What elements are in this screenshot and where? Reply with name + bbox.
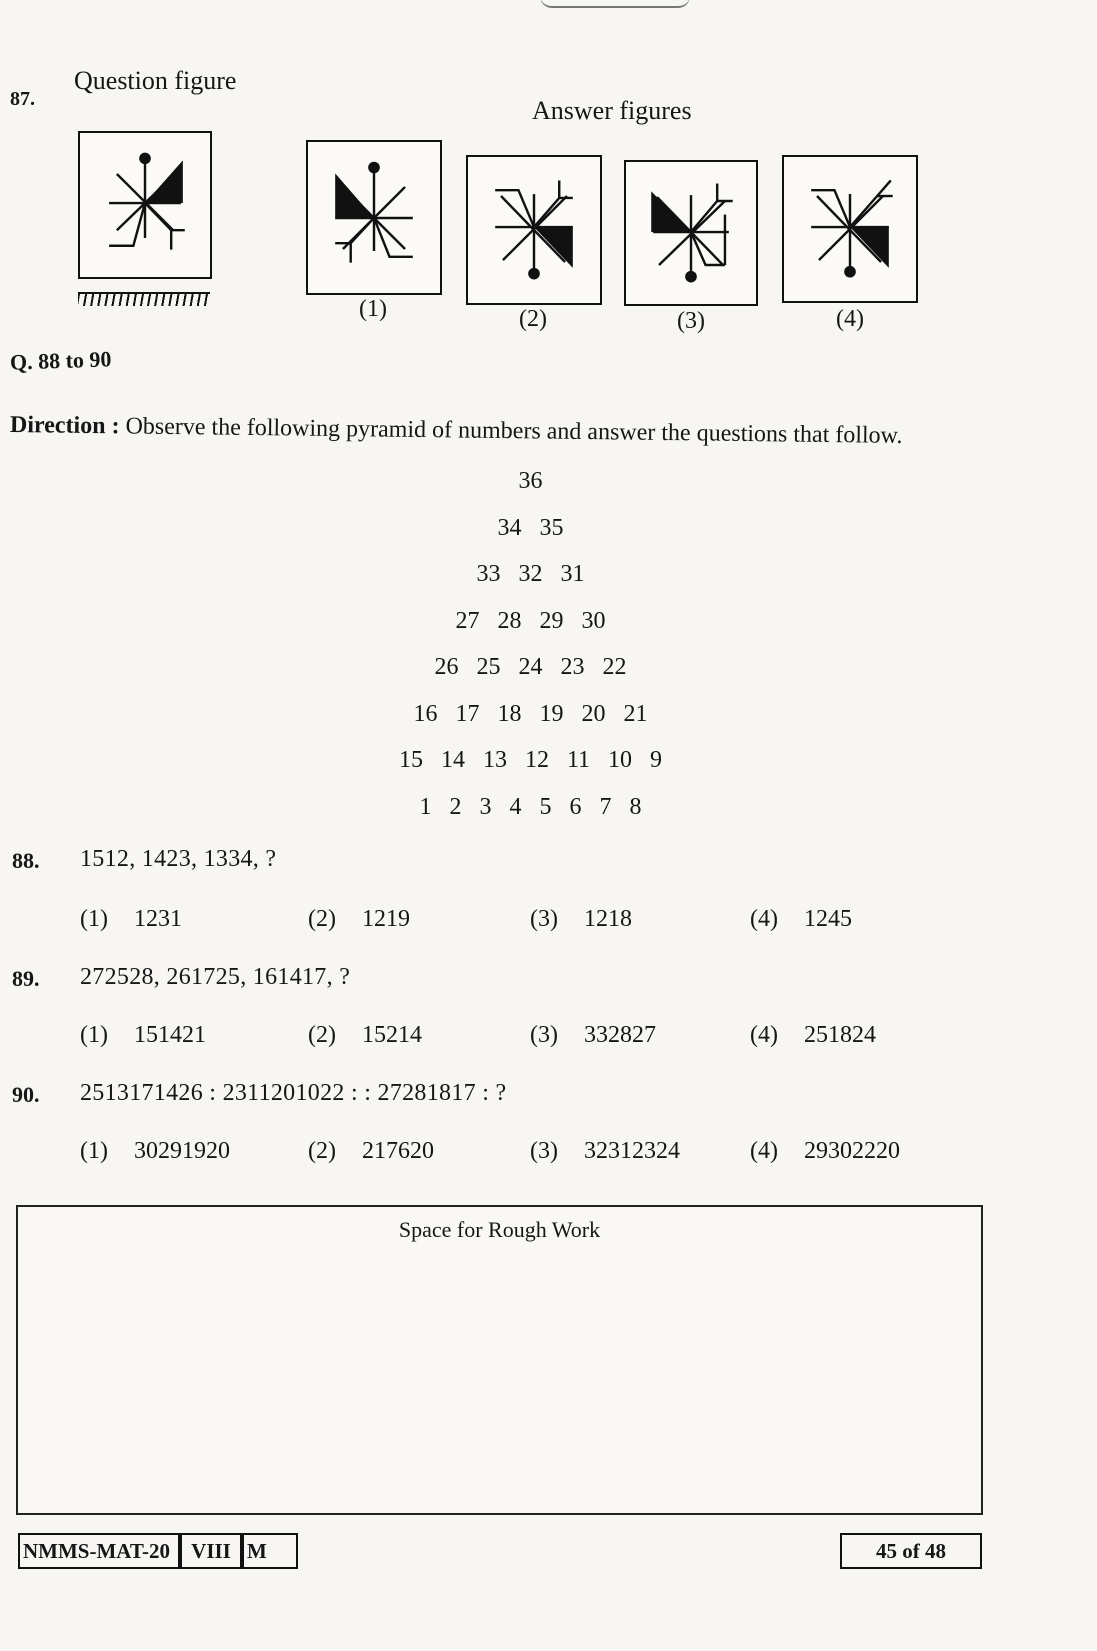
option-value: 251824 [804,1022,876,1048]
direction-text: Observe the following pyramid of numbers and answer the questions that follow. [125,413,903,449]
question-number-87: 87. [10,88,35,110]
question-stem: 272528, 261725, 161417, ? [80,964,351,990]
answer-option [308,1138,434,1165]
pyramid-number: 6 [569,793,582,820]
option-value: 15214 [362,1022,422,1048]
option-value: 151421 [134,1022,206,1048]
answer-figure-1 [306,140,442,295]
pyramid-number: 17 [455,700,480,727]
answer-figure-4-label: (4) [836,306,864,332]
footer-class: VIII [180,1533,242,1569]
pyramid-number: 4 [509,793,522,820]
option-value: 30291920 [134,1138,230,1164]
answer-figure-2-label: (2) [519,306,547,332]
question-number: 90. [12,1082,40,1107]
pyramid-number: 8 [629,793,642,820]
pyramid-number: 15 [398,747,423,773]
answer-figure-1-label: (1) [359,296,387,322]
pyramid-number: 34 [497,514,522,541]
option-number: (4) [750,906,778,932]
pyramid-number: 5 [539,793,552,820]
question-number: 88. [12,848,40,873]
option-number: (2) [308,1022,336,1048]
pyramid-row [0,747,1079,774]
pyramid-number: 35 [539,514,564,541]
option-number: (4) [750,1138,778,1164]
pyramid-number: 19 [539,700,564,727]
answer-option [750,1022,876,1049]
top-edge-mark [540,0,690,8]
answer-figure-2 [466,155,602,305]
option-value: 29302220 [804,1138,900,1164]
pyramid-number: 20 [581,700,606,727]
hatched-ground [78,292,210,306]
answer-figure-3-label: (3) [677,308,705,334]
pyramid-number: 18 [497,700,522,727]
option-number: (1) [80,1138,108,1164]
pyramid-row [0,561,1079,588]
pyramid-row [0,701,1079,728]
option-value: 1245 [804,906,852,932]
pyramid-number: 3 [479,793,492,820]
pyramid-row [0,654,1079,681]
pyramid-number: 24 [518,654,543,680]
option-value: 217620 [362,1138,434,1164]
answer-option [530,906,632,933]
answer-option [80,1138,230,1165]
option-number: (3) [530,906,558,932]
rough-work-box [16,1205,983,1515]
pyramid-number: 31 [560,561,585,587]
pyramid-number: 30 [581,607,606,634]
question-range: Q. 88 to 90 [9,346,112,375]
pyramid-number: 29 [539,607,564,634]
pyramid-number: 25 [476,654,501,680]
answer-option [750,906,852,933]
option-value: 332827 [584,1022,656,1048]
option-number: (2) [308,906,336,932]
option-number: (1) [80,1022,108,1048]
option-number: (3) [530,1138,558,1164]
pyramid-row [0,515,1079,542]
answer-option [308,906,410,933]
pyramid-row [0,608,1079,635]
pyramid-number: 22 [602,654,627,680]
answer-option [530,1138,680,1165]
option-value: 1219 [362,906,410,932]
option-value: 1218 [584,906,632,932]
pyramid-number: 1 [419,793,432,820]
pyramid-number: 7 [599,793,612,820]
answer-option [80,1022,206,1049]
pyramid-number: 2 [449,793,462,820]
option-value: 1231 [134,906,182,932]
question-stem: 1512, 1423, 1334, ? [80,846,277,872]
question-stem: 2513171426 : 2311201022 : : 27281817 : ? [80,1080,507,1106]
pyramid-number: 32 [518,561,543,587]
pyramid-number: 11 [566,747,591,773]
pyramid-number: 21 [623,700,648,727]
pyramid-number: 13 [482,747,507,773]
question-number: 89. [12,966,40,991]
pyramid-number: 10 [608,747,633,773]
pyramid-number: 16 [413,700,438,727]
pyramid-number: 33 [476,561,501,587]
answer-option [308,1022,422,1049]
footer-paper-code: NMMS-MAT-20 [18,1533,180,1569]
pyramid-row [0,468,1079,495]
answer-figure-3 [624,160,758,306]
answer-figure-4 [782,155,918,303]
pyramid-row [0,794,1079,821]
option-value: 32312324 [584,1138,680,1164]
rough-work-title: Space for Rough Work [398,1217,601,1242]
pyramid-number: 23 [560,654,585,680]
pyramid-number: 12 [524,747,549,773]
pyramid-number: 9 [650,747,663,773]
pyramid-number: 14 [440,747,465,773]
footer-medium: M [242,1533,298,1569]
answer-figures-label: Answer figures [532,96,692,125]
option-number: (1) [80,906,108,932]
footer-page-number: 45 of 48 [840,1533,982,1569]
direction [10,412,903,450]
direction-label: Direction : [9,412,120,440]
pyramid-number: 27 [455,607,480,634]
question-figure [78,131,212,279]
answer-option [80,906,182,933]
pyramid-number: 36 [518,468,543,494]
pyramid-number: 28 [497,607,522,634]
option-number: (4) [750,1022,778,1048]
question-figure-label: Question figure [74,66,237,95]
answer-option [530,1022,656,1049]
answer-option [750,1138,900,1165]
pyramid-number: 26 [434,654,459,680]
option-number: (2) [308,1138,336,1164]
option-number: (3) [530,1022,558,1048]
